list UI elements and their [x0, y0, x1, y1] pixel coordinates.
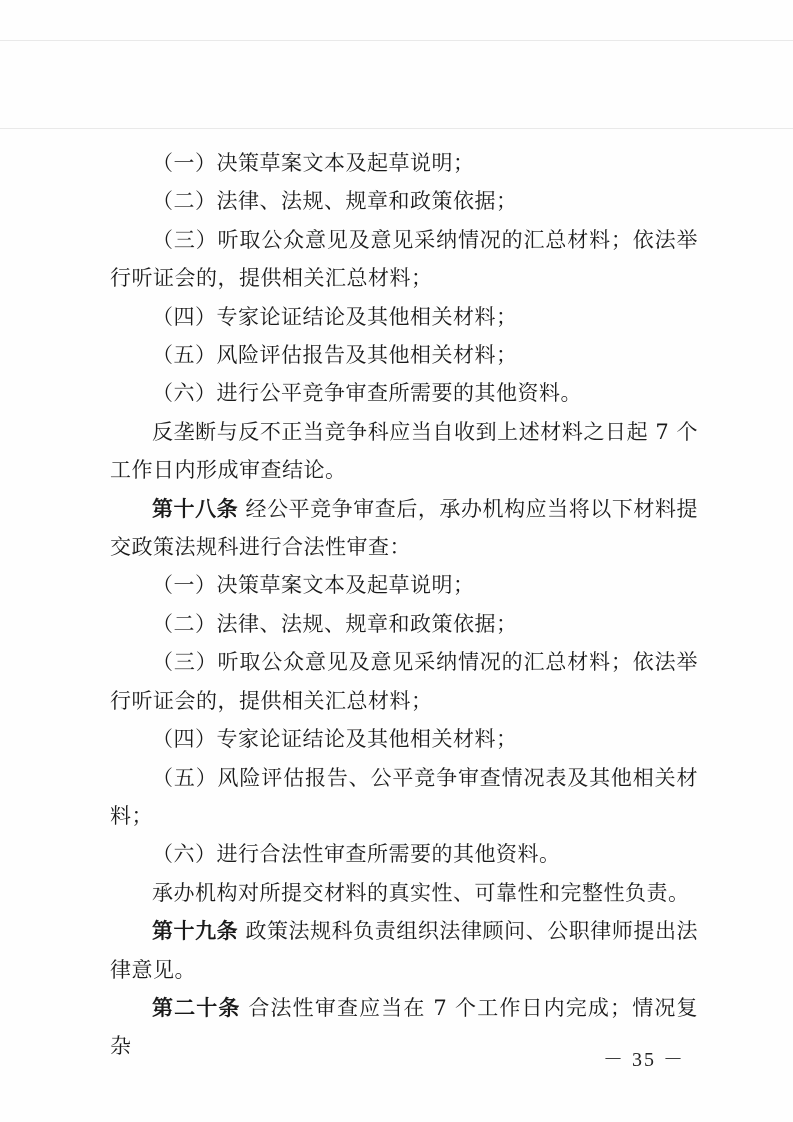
- paragraph: [110, 490, 698, 567]
- paragraph: [110, 566, 698, 604]
- paragraph: [110, 912, 698, 989]
- paragraph-text: 合法性审查应当在 7 个工作日内完成；情况复杂: [110, 995, 698, 1059]
- scan-artifact-line: [0, 40, 793, 41]
- article-heading: 第二十条: [152, 995, 241, 1020]
- paragraph: [110, 835, 698, 873]
- paragraph-text: 政策法规科负责组织法律顾问、公职律师提出法律意见。: [110, 919, 698, 982]
- paragraph-text: （四）专家论证结论及其他相关材料；: [152, 727, 518, 752]
- paragraph: [110, 413, 698, 490]
- paragraph-text: （三）听取公众意见及意见采纳情况的汇总材料；依法举行听证会的，提供相关汇总材料；: [110, 227, 698, 291]
- paragraph-text: （三）听取公众意见及意见采纳情况的汇总材料；依法举行听证会的，提供相关汇总材料；: [110, 650, 698, 713]
- paragraph-text: （一）决策草案文本及起草说明；: [152, 573, 475, 598]
- paragraph: [110, 759, 698, 836]
- paragraph: [110, 874, 698, 912]
- document-body: [110, 144, 698, 1066]
- scan-artifact-line: [0, 128, 793, 129]
- paragraph: [110, 374, 698, 412]
- paragraph-text: （二）法律、法规、规章和政策依据；: [152, 611, 518, 636]
- paragraph-text: （六）进行公平竞争审查所需要的其他资料。: [152, 381, 582, 406]
- paragraph: [110, 221, 698, 298]
- article-heading: 第十九条: [152, 919, 239, 944]
- paragraph: [110, 182, 698, 220]
- article-heading: 第十八条: [152, 496, 239, 521]
- paragraph-text: 承办机构对所提交材料的真实性、可靠性和完整性负责。: [152, 880, 690, 905]
- paragraph-text: 反垄断与反不正当竞争科应当自收到上述材料之日起 7 个工作日内形成审查结论。: [110, 419, 698, 483]
- paragraph-text: （六）进行合法性审查所需要的其他资料。: [152, 842, 561, 867]
- paragraph-text: （五）风险评估报告、公平竞争审查情况表及其他相关材料；: [110, 765, 698, 828]
- paragraph: [110, 298, 698, 336]
- paragraph-text: （五）风险评估报告及其他相关材料；: [152, 343, 518, 368]
- paragraph: [110, 605, 698, 643]
- page-number: － 35 －: [603, 1049, 685, 1071]
- paragraph-text: 经公平竞争审查后，承办机构应当将以下材料提交政策法规科进行合法性审查：: [110, 496, 698, 560]
- paragraph-text: （二）法律、法规、规章和政策依据；: [152, 189, 518, 214]
- paragraph: [110, 643, 698, 720]
- paragraph: [110, 336, 698, 374]
- paragraph-text: （四）专家论证结论及其他相关材料；: [152, 304, 518, 329]
- paragraph: [110, 144, 698, 182]
- paragraph: [110, 720, 698, 758]
- paragraph-text: （一）决策草案文本及起草说明；: [152, 151, 475, 175]
